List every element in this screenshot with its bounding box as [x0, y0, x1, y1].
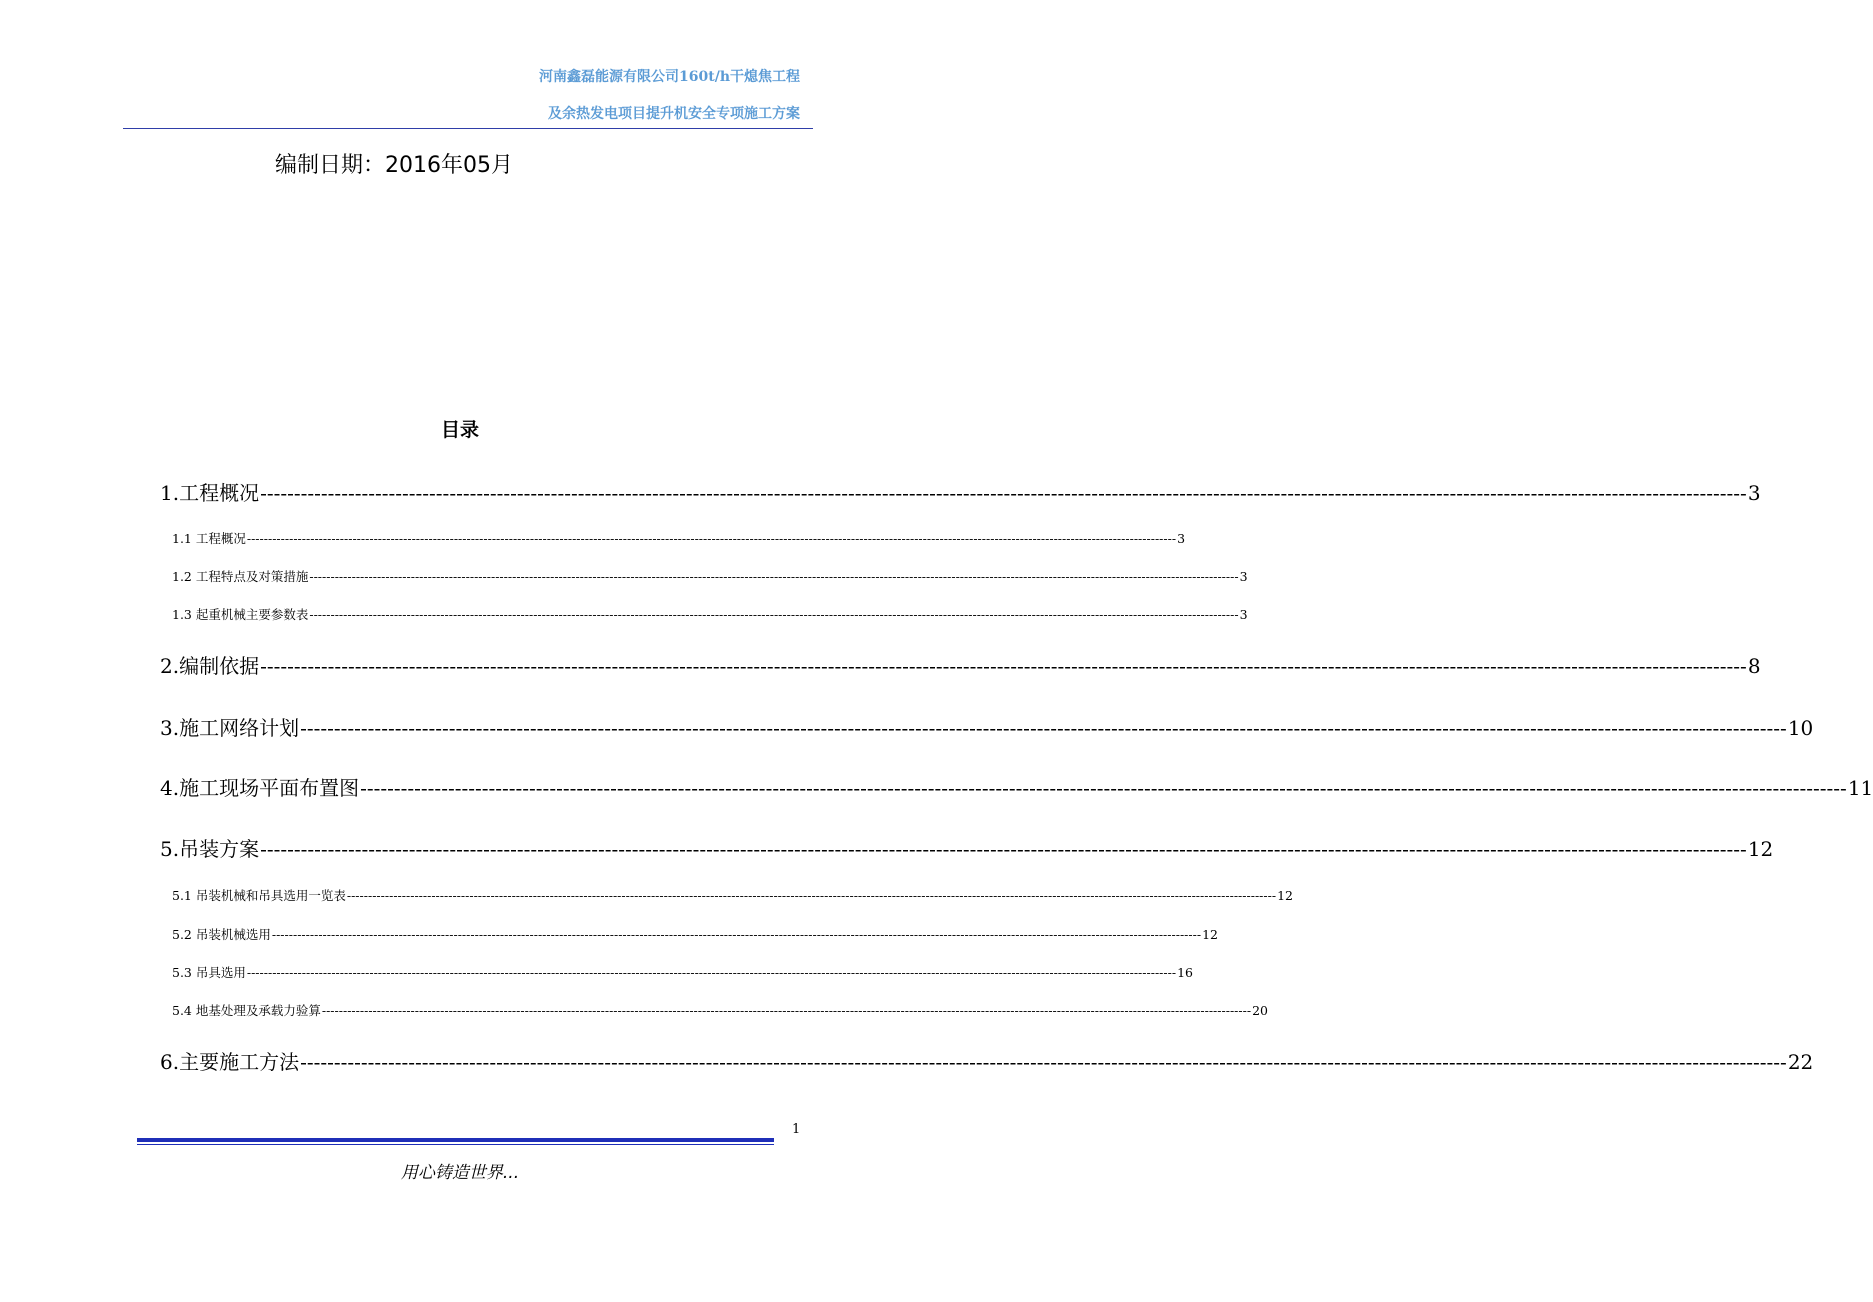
toc-entry-label: 5.1 吊装机械和吊具选用一览表 [172, 888, 346, 903]
toc-entry-5-2[interactable] [172, 925, 1218, 943]
toc-entry-4[interactable] [160, 772, 1873, 801]
toc-entry-page: 22 [1787, 1050, 1814, 1074]
toc-entry-page: 12 [1202, 927, 1218, 942]
toc-entry-label: 1.2 工程特点及对策措施 [172, 569, 309, 584]
toc-entry-label: 5.4 地基处理及承载力验算 [172, 1003, 321, 1018]
toc-entry-page: 12 [1277, 888, 1293, 903]
toc-entry-label: 5.2 吊装机械选用 [172, 927, 271, 942]
toc-leader: ---------------------------------------------------------------------------------------------------------------------------------------------------------------------------------------------------------------------------- [300, 1050, 1787, 1074]
toc-entry-label: 6.主要施工方法 [160, 1050, 300, 1074]
toc-entry-5-1[interactable] [172, 886, 1293, 904]
toc-entry-page: 16 [1177, 965, 1193, 980]
toc-entry-label: 1.3 起重机械主要参数表 [172, 607, 309, 622]
toc-entry-page: 3 [1747, 481, 1761, 505]
toc-entry-6[interactable] [160, 1046, 1814, 1075]
toc-entry-1-3[interactable] [172, 605, 1248, 623]
toc-entry-page: 20 [1252, 1003, 1268, 1018]
header-divider [123, 128, 813, 129]
footer-divider-thin [137, 1144, 774, 1145]
footer-slogan: 用心铸造世界... [400, 1163, 520, 1183]
toc-entry-label: 1.1 工程概况 [172, 531, 246, 546]
toc-entry-5[interactable] [160, 833, 1774, 862]
compile-date: 编制日期：2016年05月 [275, 153, 513, 178]
toc-entry-page: 12 [1747, 837, 1774, 861]
header-plan-title: 及余热发电项目提升机安全专项施工方案 [548, 106, 800, 122]
toc-entry-label: 2.编制依据 [160, 654, 260, 678]
toc-entry-page: 3 [1239, 607, 1248, 622]
toc-entry-label: 3.施工网络计划 [160, 716, 300, 740]
toc-entry-1[interactable] [160, 477, 1761, 506]
toc-leader: ---------------------------------------------------------------------------------------------------------------------------------------------------------------------------------------------------------------------------- [246, 531, 1177, 546]
toc-entry-label: 5.3 吊具选用 [172, 965, 246, 980]
toc-leader: ---------------------------------------------------------------------------------------------------------------------------------------------------------------------------------------------------------------------------- [260, 654, 1747, 678]
toc-leader: ---------------------------------------------------------------------------------------------------------------------------------------------------------------------------------------------------------------------------- [246, 965, 1177, 980]
page-number: 1 [792, 1122, 801, 1137]
toc-leader: ---------------------------------------------------------------------------------------------------------------------------------------------------------------------------------------------------------------------------- [309, 607, 1239, 622]
toc-entry-1-2[interactable] [172, 567, 1248, 585]
toc-entry-5-3[interactable] [172, 963, 1193, 981]
toc-leader: ---------------------------------------------------------------------------------------------------------------------------------------------------------------------------------------------------------------------------- [360, 776, 1847, 800]
toc-title: 目录 [440, 419, 479, 441]
toc-entry-1-1[interactable] [172, 529, 1186, 547]
toc-leader: ---------------------------------------------------------------------------------------------------------------------------------------------------------------------------------------------------------------------------- [321, 1003, 1252, 1018]
toc-entry-label: 5.吊装方案 [160, 837, 260, 861]
toc-entry-page: 10 [1787, 716, 1814, 740]
toc-leader: ---------------------------------------------------------------------------------------------------------------------------------------------------------------------------------------------------------------------------- [300, 716, 1787, 740]
toc-entry-page: 8 [1747, 654, 1761, 678]
toc-entry-5-4[interactable] [172, 1001, 1268, 1019]
toc-entry-3[interactable] [160, 712, 1814, 741]
toc-entry-page: 3 [1239, 569, 1248, 584]
footer-divider-thick [137, 1138, 774, 1142]
toc-leader: ---------------------------------------------------------------------------------------------------------------------------------------------------------------------------------------------------------------------------- [346, 888, 1277, 903]
toc-leader: ---------------------------------------------------------------------------------------------------------------------------------------------------------------------------------------------------------------------------- [271, 927, 1202, 942]
toc-leader: ---------------------------------------------------------------------------------------------------------------------------------------------------------------------------------------------------------------------------- [309, 569, 1239, 584]
toc-entry-label: 4.施工现场平面布置图 [160, 776, 360, 800]
toc-entry-page: 3 [1177, 531, 1186, 546]
toc-leader: ---------------------------------------------------------------------------------------------------------------------------------------------------------------------------------------------------------------------------- [260, 837, 1747, 861]
toc-entry-label: 1.工程概况 [160, 481, 260, 505]
toc-leader: ---------------------------------------------------------------------------------------------------------------------------------------------------------------------------------------------------------------------------- [260, 481, 1747, 505]
header-company-project: 河南鑫磊能源有限公司160t/h干熄焦工程 [539, 69, 800, 85]
toc-entry-2[interactable] [160, 650, 1761, 679]
toc-entry-page: 11 [1847, 776, 1873, 800]
